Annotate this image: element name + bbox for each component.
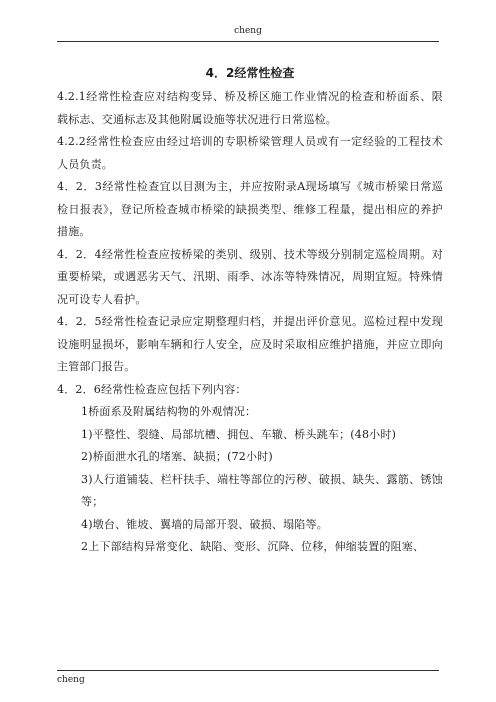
footer-rule (57, 670, 439, 671)
list-item: 1)平整性、裂缝、局部坑槽、拥包、车辙、桥头跳车；(48小时) (81, 427, 397, 441)
section-title: 4．2经常性检查 (205, 66, 295, 80)
paragraph-4-2-1: 4.2.1经常性检查应对结构变异、桥及桥区施工作业情况的检查和桥面系、限载标志、交通标志及其他附属设施等状况进行日常巡检。 (57, 90, 443, 126)
page-footer: cheng (57, 675, 85, 685)
document-body (57, 62, 443, 559)
paragraph-4-2-2: 4.2.2经常性检查应由经过培训的专职桥梁管理人员或有一定经验的工程技术人员负责。 (57, 135, 443, 171)
list-item: 2)桥面泄水孔的堵塞、缺损；(72小时) (81, 450, 273, 463)
list-item: 1桥面系及附属结构物的外观情况： (81, 405, 257, 418)
list-item: 2上下部结构异常变化、缺陷、变形、沉降、位移，伸缩装置的阻塞、 (81, 540, 425, 553)
paragraph-4-2-6: 4．2．6经常性检查应包括下列内容： (57, 382, 247, 396)
paragraph-4-2-3: 4．2．3经常性检查宜以目测为主，并应按附录A现场填写《城市桥梁日常巡检日报表》，登记所检查城市桥梁的缺损类型、维修工程量，提出相应的养护措施。 (57, 180, 443, 238)
paragraph-4-2-4: 4．2．4经常性检查应按桥梁的类别、级别、技术等级分别制定巡检周期。对重要桥梁，或遇恶劣天气、汛期、雨季、冰冻等特殊情况，周期宜短。特殊情况可设专人看护。 (57, 247, 443, 306)
page-header: cheng (234, 26, 262, 36)
header-rule (57, 41, 439, 42)
paragraph-4-2-5: 4．2．5经常性检查记录应定期整理归档，并提出评价意见。巡检过程中发现设施明显损坏，影响车辆和行人安全，应及时采取相应维护措施，并应立即向主管部门报告。 (57, 315, 443, 373)
list-item: 3)人行道铺装、栏杆扶手、端柱等部位的污秽、破损、缺失、露筋、锈蚀等； (81, 472, 443, 508)
list-item: 4)墩台、锥坡、翼墙的局部开裂、破损、塌陷等。 (81, 517, 328, 531)
